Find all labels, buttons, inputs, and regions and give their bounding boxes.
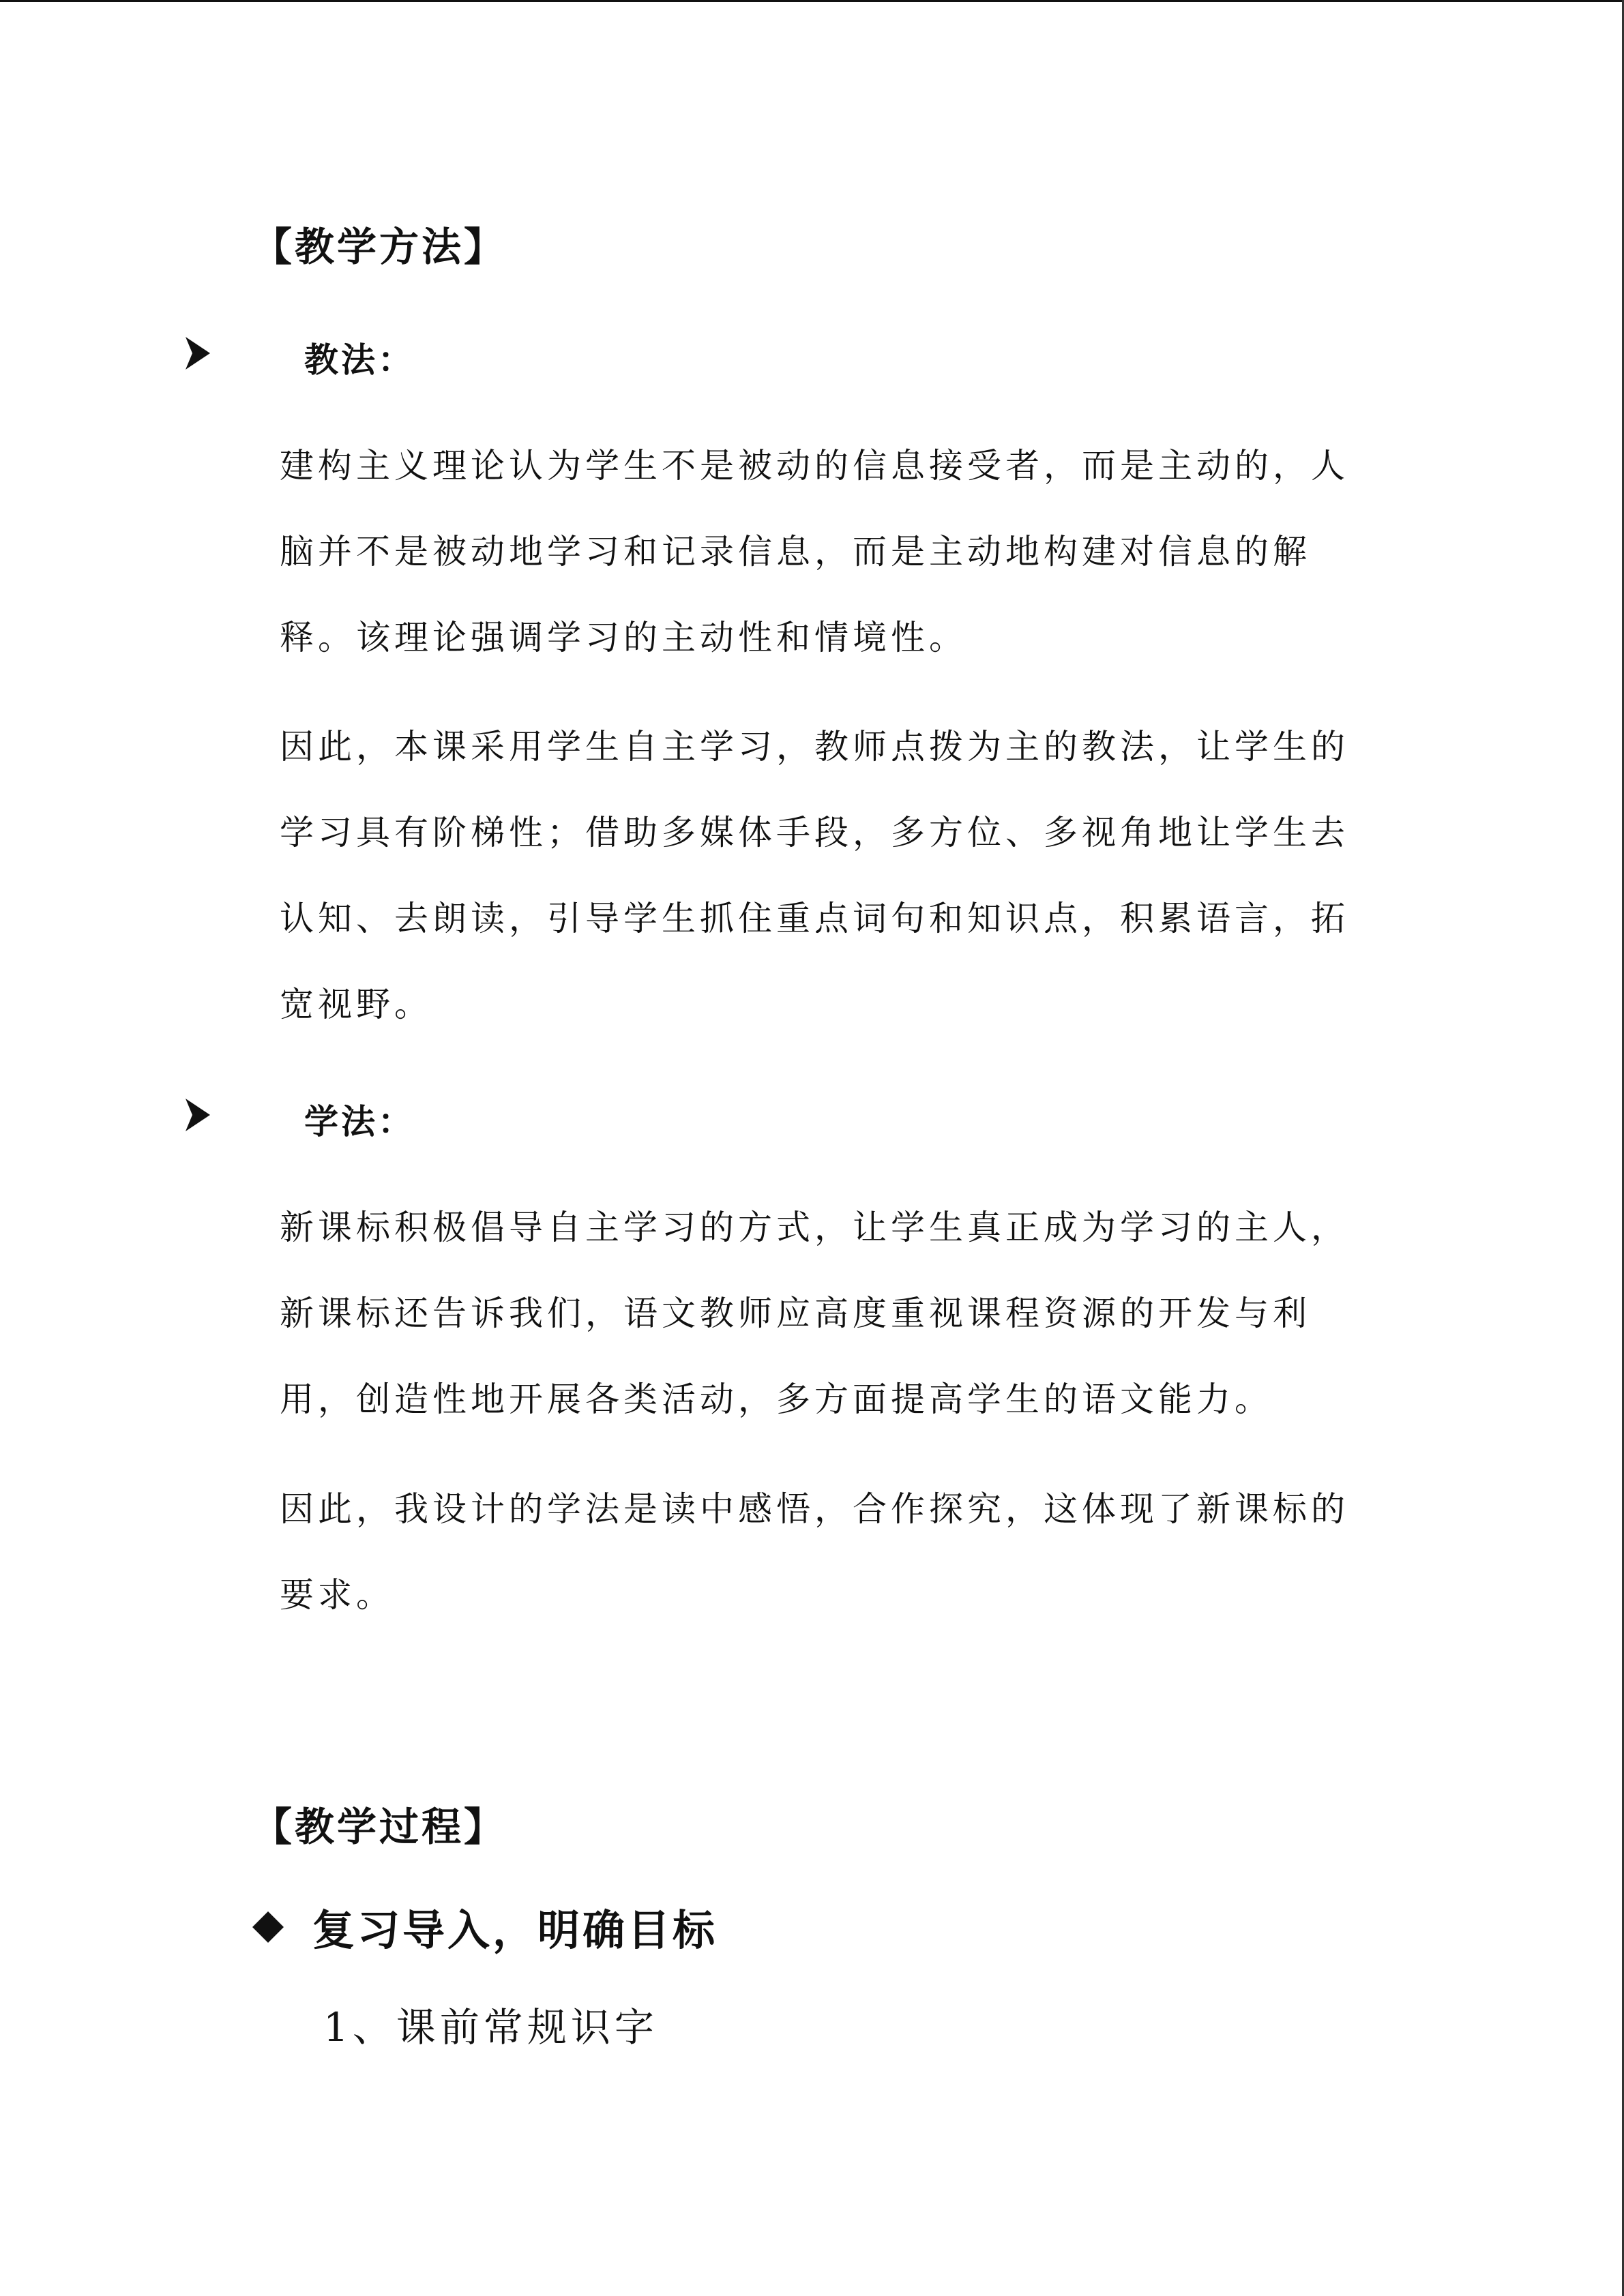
paragraph-line: 释。该理论强调学习的主动性和情境性。	[280, 618, 967, 657]
paragraph-line: 因此，我设计的学法是读中感悟，合作探究，这体现了新课标的	[280, 1489, 1349, 1529]
teaching-process-heading: 【教学过程】	[252, 1804, 507, 1850]
paragraph-line: 新课标积极倡导自主学习的方式，让学生真正成为学习的主人，	[280, 1208, 1349, 1247]
paragraph-line: 脑并不是被动地学习和记录信息，而是主动地构建对信息的解	[280, 532, 1311, 571]
learning-paragraph-2	[280, 1466, 1357, 1638]
teaching-method-heading: 【教学方法】	[252, 224, 507, 270]
teaching-label: 教法：	[304, 340, 415, 380]
process-item-1: 1、课前常规识字	[323, 2004, 658, 2051]
arrow-bullet-icon	[183, 1094, 213, 1135]
paragraph-line: 新课标还告诉我们，语文教师应高度重视课程资源的开发与利	[280, 1294, 1311, 1333]
learning-paragraph-1	[280, 1184, 1357, 1442]
paragraph-line: 建构主义理论认为学生不是被动的信息接受者，而是主动的，人	[280, 446, 1349, 486]
section-title: 复习导入，明确目标	[312, 1905, 718, 1955]
diamond-bullet-icon	[251, 1910, 285, 1944]
paragraph-line: 宽视野。	[280, 985, 432, 1024]
paragraph-line: 用，创造性地开展各类活动，多方面提高学生的语文能力。	[280, 1380, 1273, 1419]
teaching-paragraph-2	[280, 704, 1357, 1047]
paragraph-line: 要求。	[280, 1575, 394, 1615]
teaching-paragraph-1	[280, 423, 1357, 681]
learning-label: 学法：	[304, 1102, 415, 1142]
arrow-bullet-icon	[183, 333, 213, 374]
paragraph-line: 认知、去朗读，引导学生抓住重点词句和知识点，积累语言，拓	[280, 899, 1349, 938]
paragraph-line: 因此，本课采用学生自主学习，教师点拨为主的教法，让学生的	[280, 727, 1349, 766]
paragraph-line: 学习具有阶梯性；借助多媒体手段，多方位、多视角地让学生去	[280, 813, 1349, 852]
